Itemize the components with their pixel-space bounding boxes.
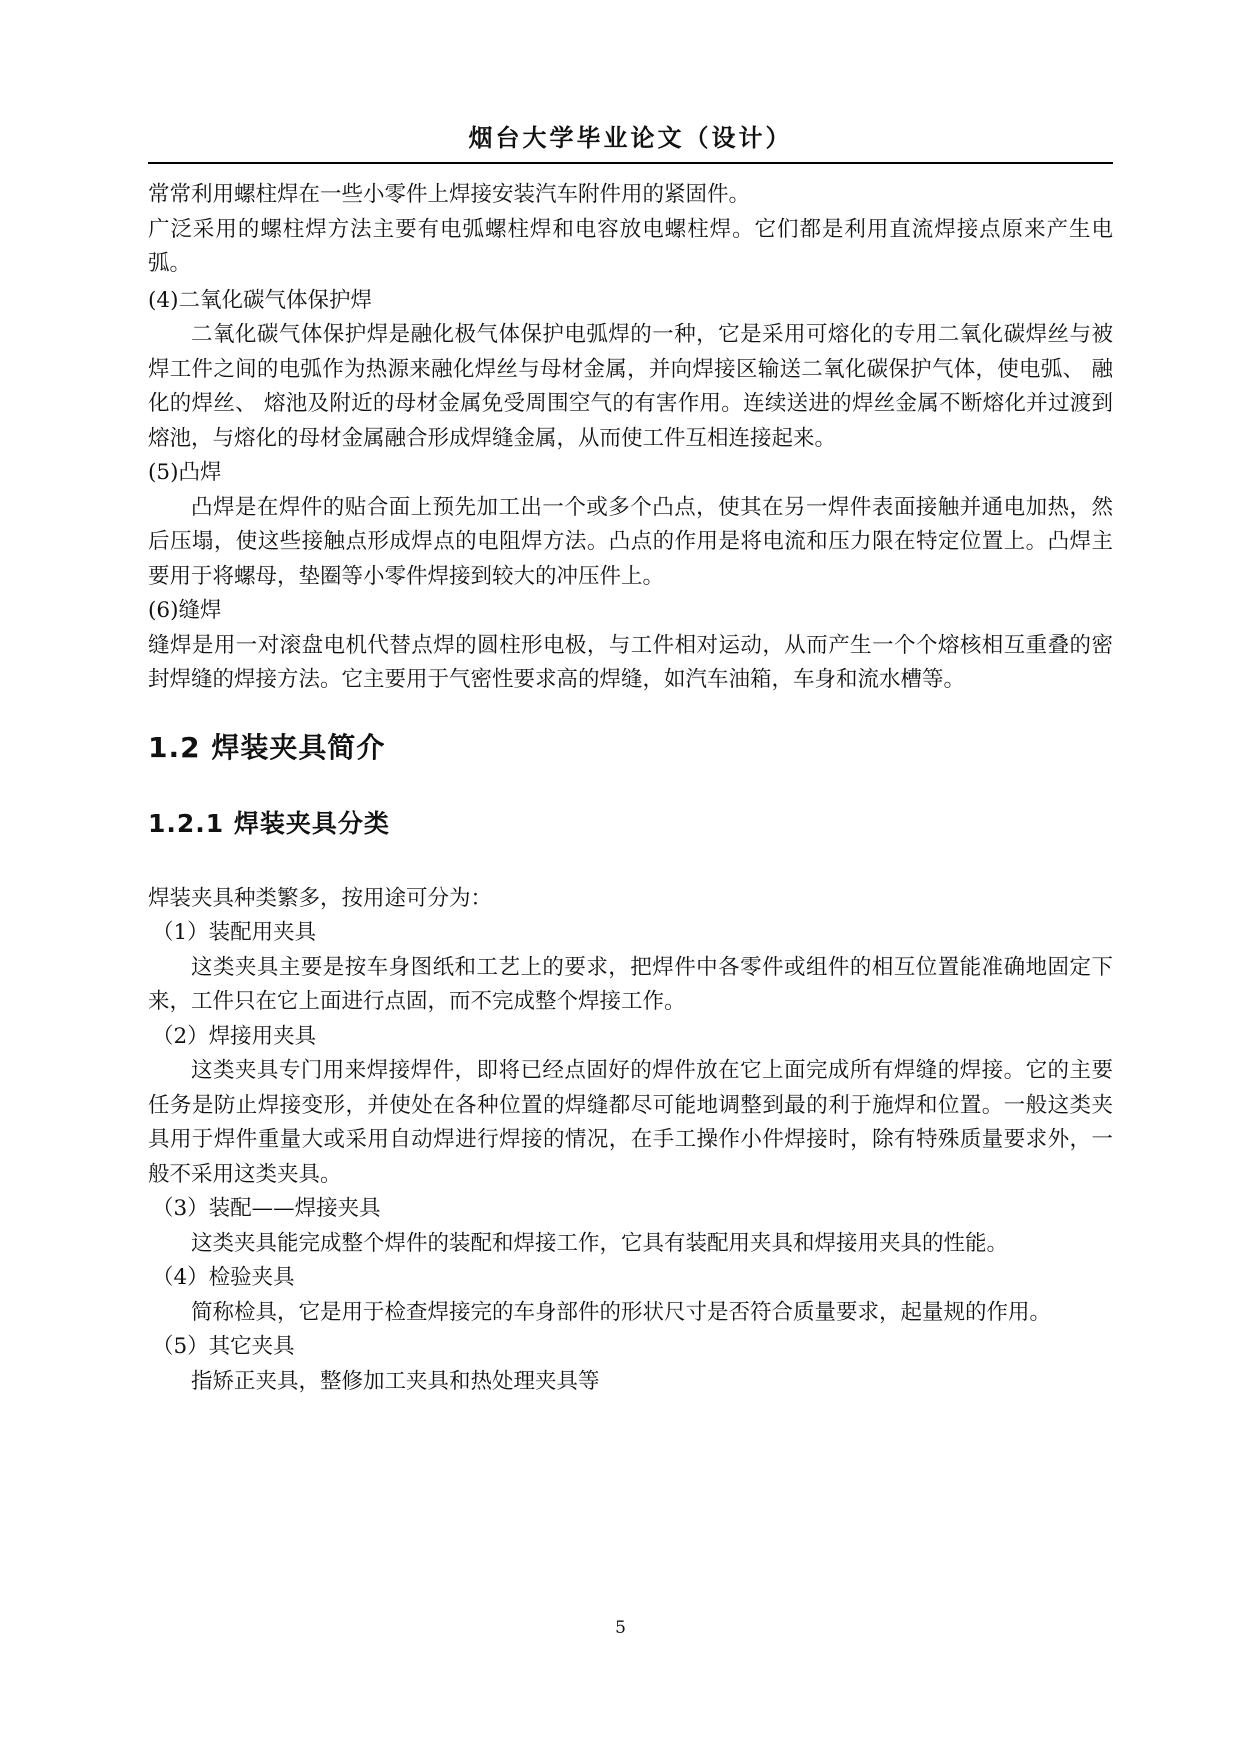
category-heading-welding: （2）焊接用夹具 — [152, 1023, 317, 1049]
paragraph-projection-welding: 凸焊是在焊件的贴合面上预先加工出一个或多个凸点，使其在另一焊件表面接触并通电加热，然后压塌，使这些接触点形成焊点的电阻焊方法。凸点的作用是将电流和压力限在特定位置上。凸焊主要用于将螺母，垫圈等小零件焊接到较大的冲压件上。 — [148, 494, 1113, 589]
item-heading-projection-welding: (5)凸焊 — [148, 460, 222, 485]
paragraph-assembly-welding: 这类夹具能完成整个焊件的装配和焊接工作，它具有装配用夹具和焊接用夹具的性能。 — [191, 1230, 1009, 1256]
paragraph: 常常利用螺柱焊在一些小零件上焊接安装汽车附件用的紧固件。 — [148, 182, 751, 207]
paragraph-welding: 这类夹具专门用来焊接焊件，即将已经点固好的焊件放在它上面完成所有焊缝的焊接。它的主要任务是防止焊接变形，并使处在各种位置的焊缝都尽可能地调整到最的利于施焊和位置。一般这类夹具用于焊件重量大或采用自动焊进行焊接的情况，在手工操作小件焊接时，除有特殊质量要求外，一般不采用这类夹具。 — [148, 1058, 1113, 1187]
paragraph-other: 指矫正夹具，整修加工夹具和热处理夹具等 — [191, 1368, 600, 1394]
category-heading-inspection: （4）检验夹具 — [152, 1265, 295, 1290]
page-content — [148, 178, 1113, 1399]
subsection-heading: 1.2.1 焊装夹具分类 — [148, 808, 390, 838]
section-heading: 1.2 焊装夹具简介 — [148, 730, 386, 764]
thesis-title: 烟台大学毕业论文（设计） — [468, 124, 793, 152]
page-header — [148, 118, 1113, 164]
paragraph-intro: 焊装夹具种类繁多，按用途可分为： — [148, 885, 493, 911]
category-heading-assembly: （1）装配用夹具 — [152, 920, 317, 945]
paragraph-inspection: 简称检具，它是用于检查焊接完的车身部件的形状尺寸是否符合质量要求，起量规的作用。 — [191, 1299, 1052, 1325]
page-number: 5 — [615, 1618, 626, 1638]
paragraph: 广泛采用的螺柱焊方法主要有电弧螺柱焊和电容放电螺柱焊。它们都是利用直流焊接点原来产生电弧。 — [148, 216, 1113, 276]
paragraph-seam-welding: 缝焊是用一对滚盘电机代替点焊的圆柱形电极，与工件相对运动，从而产生一个个熔核相互重叠的密封焊缝的焊接方法。它主要用于气密性要求高的焊缝，如汽车油箱，车身和流水槽等。 — [148, 632, 1113, 692]
category-heading-assembly-welding: （3）装配——焊接夹具 — [152, 1196, 381, 1221]
category-heading-other: （5）其它夹具 — [152, 1334, 295, 1359]
paragraph-assembly: 这类夹具主要是按车身图纸和工艺上的要求，把焊件中各零件或组件的相互位置能准确地固定下来，工件只在它上面进行点固，而不完成整个焊接工作。 — [148, 954, 1113, 1014]
paragraph-co2-welding: 二氧化碳气体保护焊是融化极气体保护电弧焊的一种，它是采用可熔化的专用二氧化碳焊丝与被焊工件之间的电弧作为热源来融化焊丝与母材金属，并向焊接区输送二氧化碳保护气体，使电弧、 融化的焊丝、 熔池及附近的母材金属免受周围空气的有害作用。连续送进的焊丝金属不断熔化并过渡到熔池，与熔化的母材金属融合形成焊缝金属，从而使工件互相连接起来。 — [148, 322, 1113, 451]
item-heading-seam-welding: (6)缝焊 — [148, 598, 222, 623]
item-heading-co2-welding: (4)二氧化碳气体保护焊 — [148, 287, 372, 313]
